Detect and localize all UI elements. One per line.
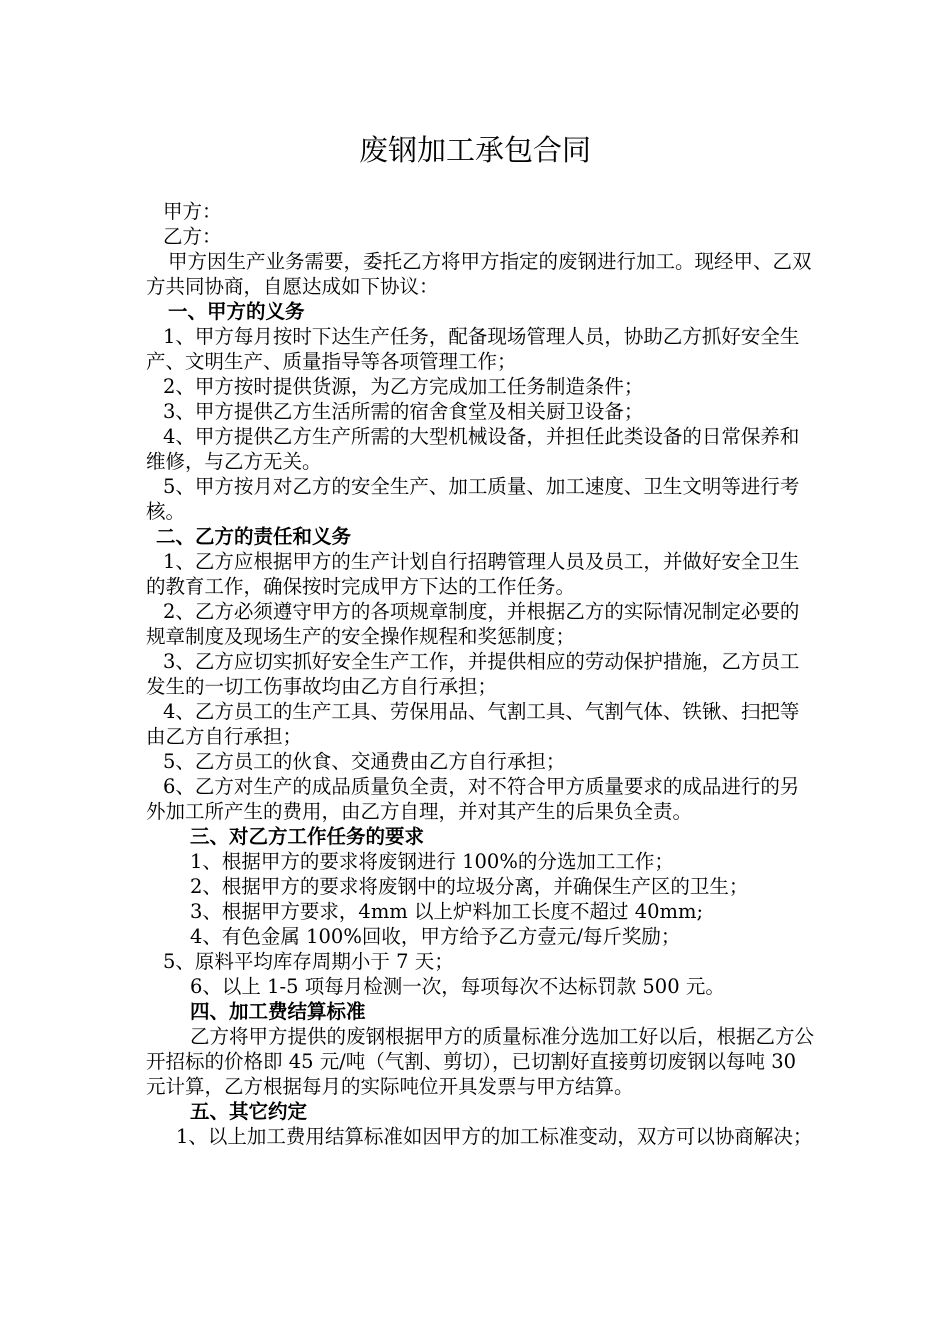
- paragraph: 2、乙方必须遵守甲方的各项规章制度，并根据乙方的实际情况制定必要的规章制度及现场生产的安全操作规程和奖惩制度；: [146, 600, 800, 648]
- paragraph: 1、以上加工费用结算标准如因甲方的加工标准变动，双方可以协商解决；: [176, 1125, 813, 1148]
- paragraph: 3、甲方提供乙方生活所需的宿舍食堂及相关厨卫设备；: [163, 400, 644, 423]
- section-heading: 一、甲方的义务: [168, 300, 305, 323]
- section-heading: 四、加工费结算标准: [190, 1000, 366, 1023]
- paragraph: 1、根据甲方的要求将废钢进行 100%的分选加工工作；: [190, 850, 674, 873]
- paragraph: 1、甲方每月按时下达生产任务，配备现场管理人员，协助乙方抓好安全生产、文明生产、质量指导等各项管理工作；: [146, 325, 800, 373]
- section-heading: 二、乙方的责任和义务: [156, 525, 352, 548]
- paragraph: 4、乙方员工的生产工具、劳保用品、气割工具、气割气体、铁锹、扫把等由乙方自行承担；: [146, 700, 800, 748]
- paragraph: 6、乙方对生产的成品质量负全责，对不符合甲方质量要求的成品进行的另外加工所产生的费用，由乙方自理，并对其产生的后果负全责。: [146, 775, 800, 823]
- paragraph: 5、甲方按月对乙方的安全生产、加工质量、加工速度、卫生文明等进行考核。: [146, 475, 800, 523]
- paragraph: 甲方因生产业务需要，委托乙方将甲方指定的废钢进行加工。现经甲、乙双方共同协商，自愿达成如下协议：: [146, 250, 812, 298]
- paragraph: 1、乙方应根据甲方的生产计划自行招聘管理人员及员工，并做好安全卫生的教育工作，确保按时完成甲方下达的工作任务。: [146, 550, 800, 598]
- paragraph: 甲方：: [163, 200, 222, 223]
- paragraph: 3、乙方应切实抓好安全生产工作，并提供相应的劳动保护措施，乙方员工发生的一切工伤事故均由乙方自行承担；: [146, 650, 800, 698]
- document-title: 废钢加工承包合同: [358, 133, 591, 167]
- paragraph: 乙方：: [163, 225, 222, 248]
- paragraph: 4、有色金属 100%回收，甲方给予乙方壹元/每斤奖励；: [190, 925, 681, 948]
- paragraph: 2、甲方按时提供货源，为乙方完成加工任务制造条件；: [163, 375, 644, 398]
- paragraph: 6、以上 1-5 项每月检测一次，每项每次不达标罚款 500 元。: [190, 975, 725, 998]
- document-body: [146, 199, 814, 1149]
- section-heading: 五、其它约定: [190, 1100, 308, 1123]
- section-heading: 三、对乙方工作任务的要求: [190, 825, 425, 848]
- paragraph: 5、原料平均库存周期小于 7 天；: [163, 950, 454, 973]
- paragraph: 4、甲方提供乙方生产所需的大型机械设备，并担任此类设备的日常保养和维修，与乙方无关。: [146, 425, 800, 473]
- paragraph: 2、根据甲方的要求将废钢中的垃圾分离，并确保生产区的卫生；: [190, 875, 749, 898]
- paragraph: 3、根据甲方要求，4mm 以上炉料加工长度不超过 40mm;: [190, 900, 704, 923]
- paragraph: 乙方将甲方提供的废钢根据甲方的质量标准分选加工好以后，根据乙方公开招标的价格即 45 元/吨（气割、剪切），已切割好直接剪切废钢以每吨 30 元计算，乙方根据每月的实际吨位开具发票与甲方结算。: [146, 1025, 815, 1098]
- paragraph: 5、乙方员工的伙食、交通费由乙方自行承担；: [163, 750, 566, 773]
